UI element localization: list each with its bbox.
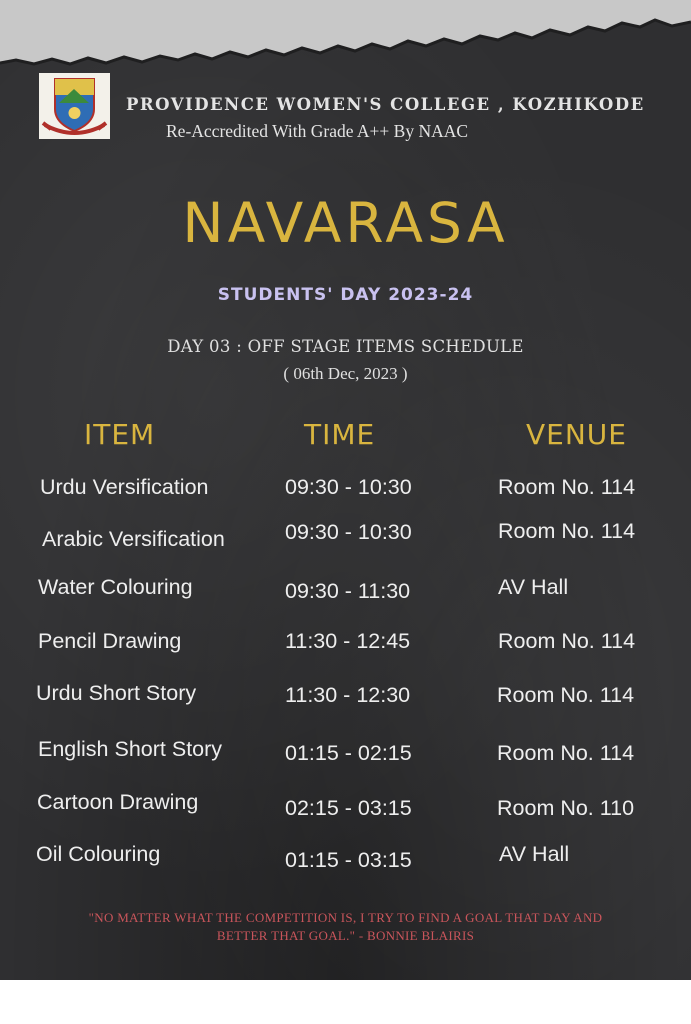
schedule-time: 09:30 - 10:30 bbox=[285, 475, 412, 499]
column-header-venue: VENUE bbox=[526, 418, 627, 451]
schedule-time: 11:30 - 12:30 bbox=[285, 683, 411, 707]
schedule-time: 01:15 - 02:15 bbox=[285, 741, 412, 765]
schedule-venue: Room No. 114 bbox=[498, 519, 636, 543]
schedule-venue: AV Hall bbox=[498, 575, 569, 599]
quote bbox=[10, 909, 681, 945]
quote-line-2: BETTER THAT GOAL." - BONNIE BLAIRIS bbox=[216, 928, 475, 943]
schedule-item: English Short Story bbox=[38, 737, 223, 761]
event-subtitle: STUDENTS' DAY 2023-24 bbox=[217, 285, 474, 305]
torn-paper-edge bbox=[0, 0, 691, 70]
schedule-venue: Room No. 110 bbox=[497, 796, 635, 820]
schedule-time: 02:15 - 03:15 bbox=[285, 796, 412, 820]
schedule-item: Pencil Drawing bbox=[38, 629, 182, 653]
schedule-time: 01:15 - 03:15 bbox=[285, 848, 412, 872]
schedule-item: Urdu Versification bbox=[40, 475, 209, 499]
event-title: NAVARASA bbox=[182, 191, 509, 255]
schedule-item: Cartoon Drawing bbox=[37, 790, 199, 814]
schedule-venue: Room No. 114 bbox=[497, 741, 635, 765]
schedule-heading: DAY 03 : OFF STAGE ITEMS SCHEDULE bbox=[167, 337, 524, 356]
schedule-item: Urdu Short Story bbox=[36, 681, 197, 705]
schedule-venue: AV Hall bbox=[499, 842, 570, 866]
schedule-venue: Room No. 114 bbox=[497, 683, 635, 707]
college-name: PROVIDENCE WOMEN'S COLLEGE , KOZHIKODE bbox=[126, 95, 645, 114]
schedule-item: Water Colouring bbox=[38, 575, 193, 599]
schedule-time: 09:30 - 10:30 bbox=[285, 520, 412, 544]
accreditation-text: Re-Accredited With Grade A++ By NAAC bbox=[166, 121, 469, 141]
schedule-date: ( 06th Dec, 2023 ) bbox=[283, 364, 408, 383]
quote-line-1: "NO MATTER WHAT THE COMPETITION IS, I TRY TO FIND A GOAL THAT DAY AND bbox=[88, 910, 603, 925]
college-crest-icon bbox=[39, 73, 110, 139]
schedule-item: Arabic Versification bbox=[42, 527, 225, 551]
column-header-item: ITEM bbox=[84, 418, 156, 451]
schedule-item: Oil Colouring bbox=[36, 842, 161, 866]
schedule-time: 11:30 - 12:45 bbox=[285, 629, 411, 653]
schedule-venue: Room No. 114 bbox=[498, 629, 636, 653]
schedule-venue: Room No. 114 bbox=[498, 475, 636, 499]
column-header-time: TIME bbox=[304, 418, 376, 451]
schedule-time: 09:30 - 11:30 bbox=[285, 579, 411, 603]
